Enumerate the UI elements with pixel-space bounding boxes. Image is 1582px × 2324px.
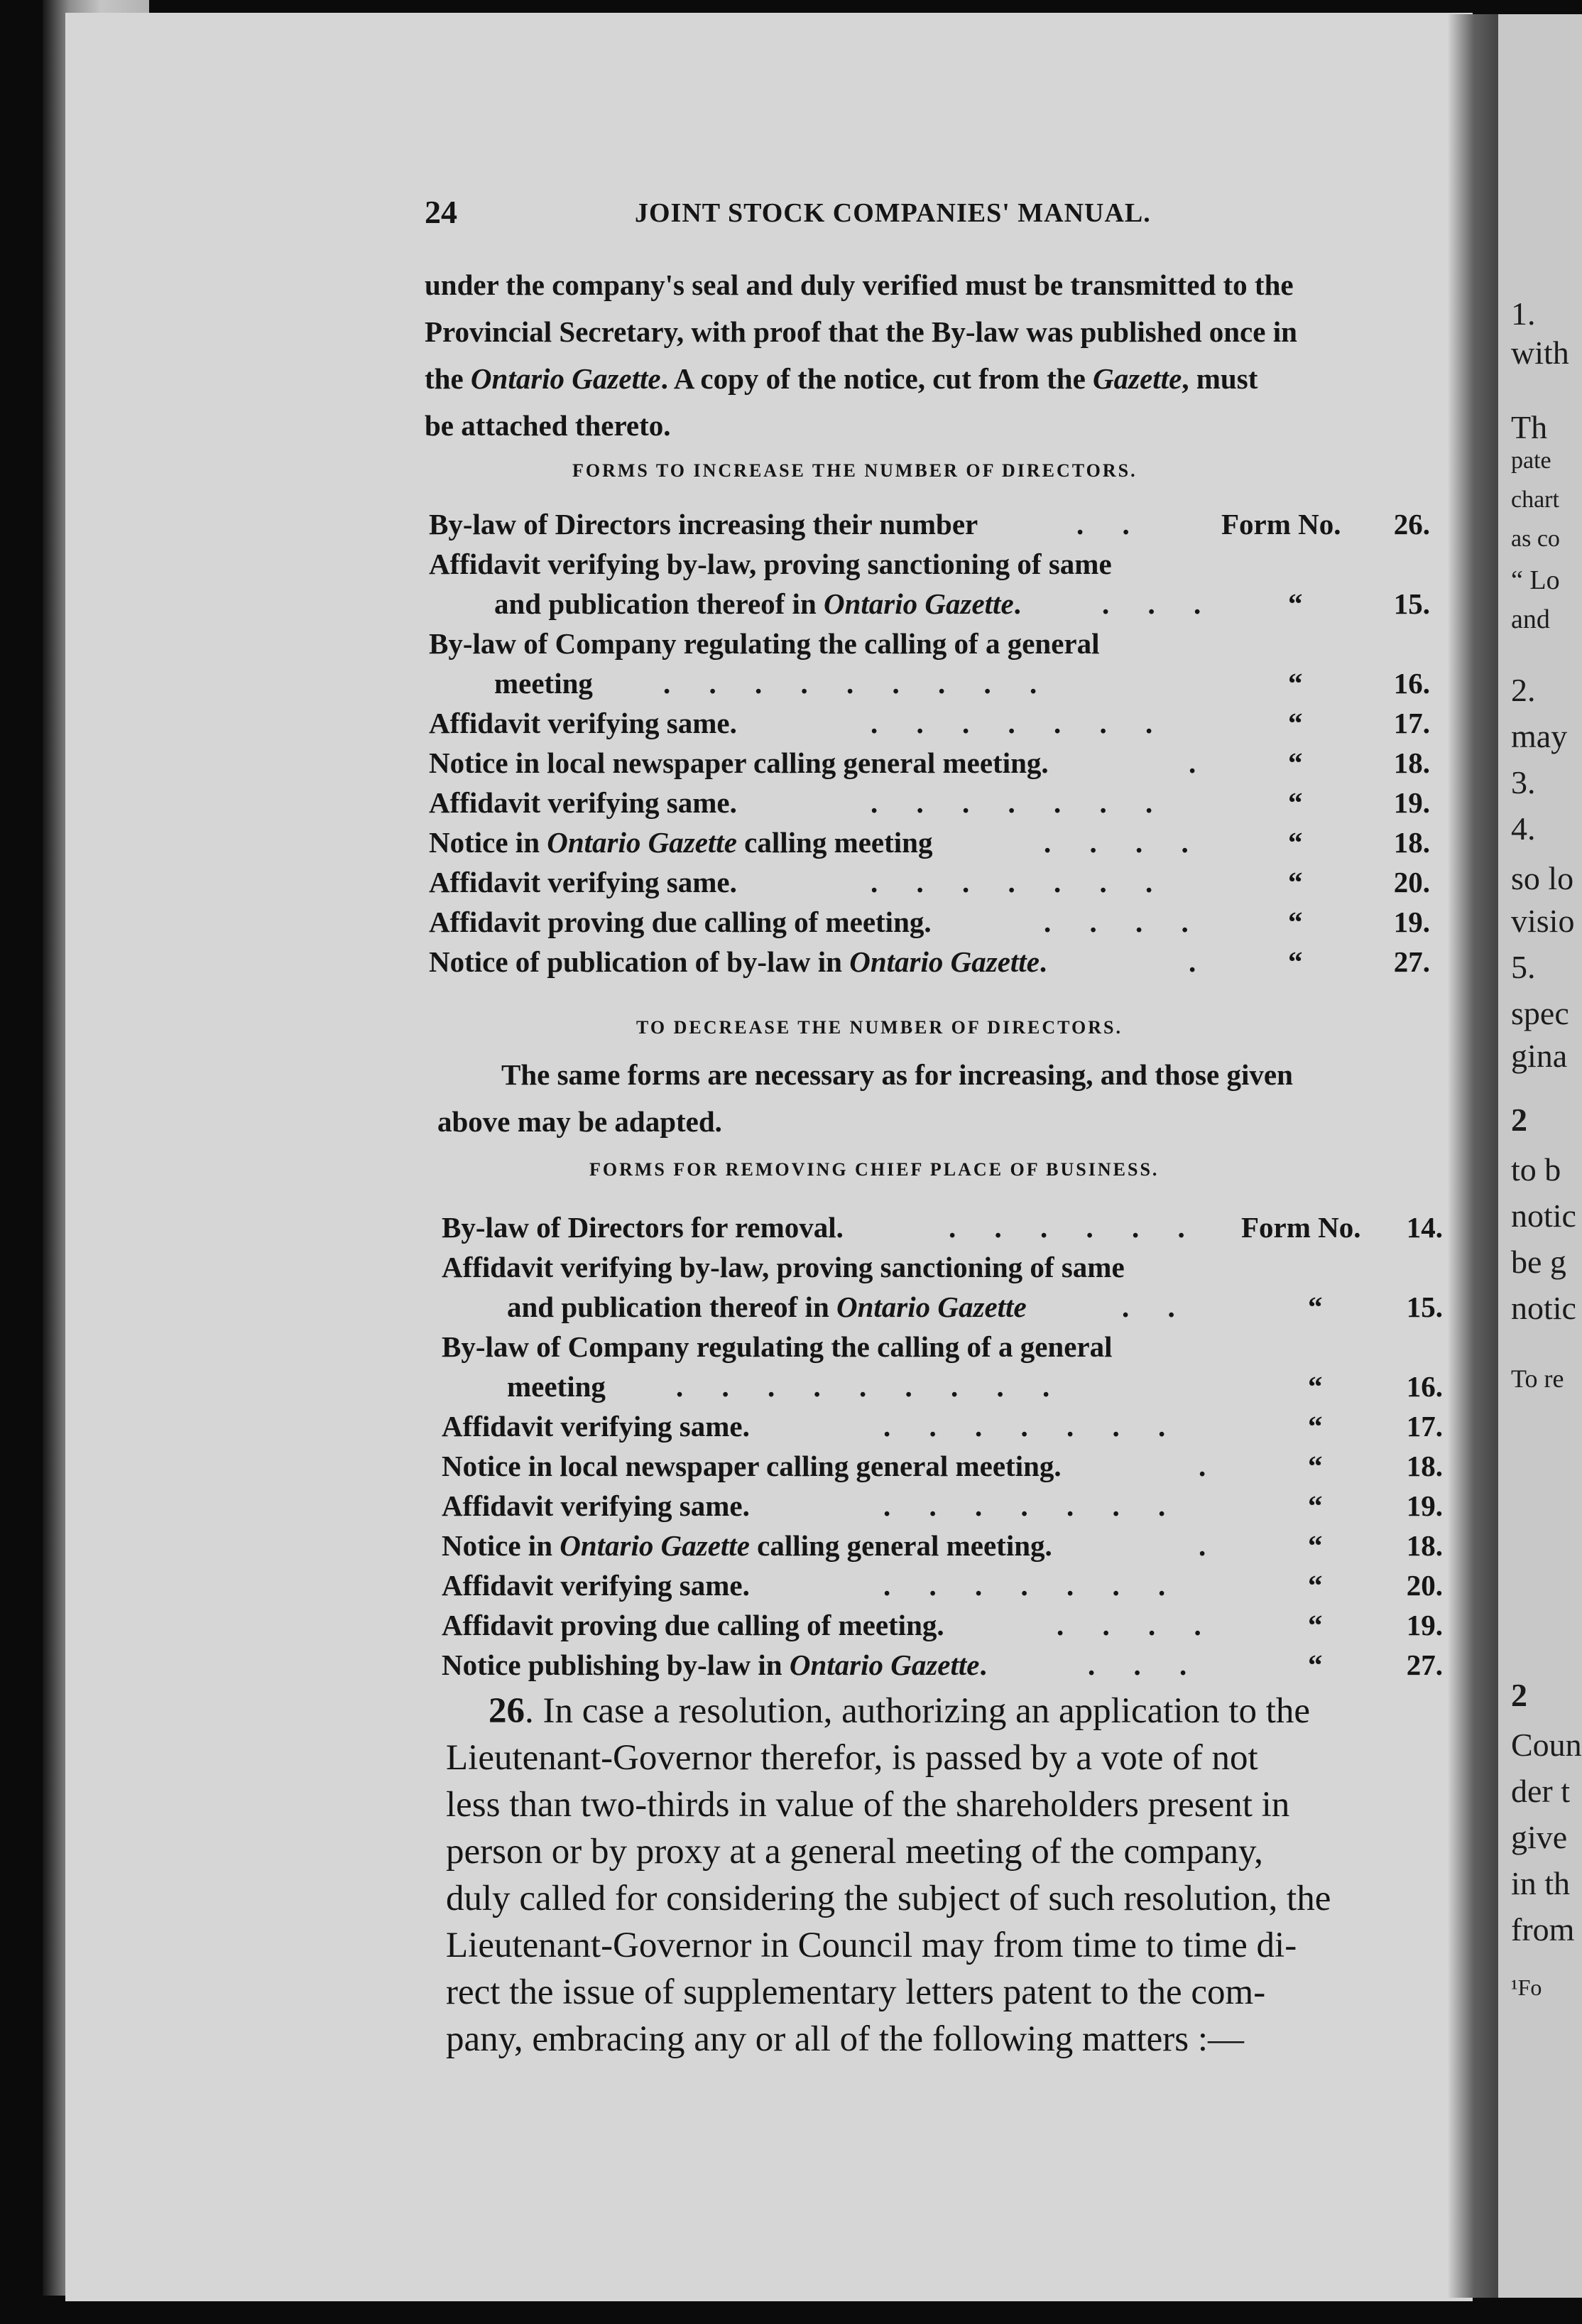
text-line: rect the issue of supplementary letters patent to the com- [446,1972,1266,2012]
leader-dots: . . . . . . . . . [676,1370,1066,1403]
section-26-paragraph [446,1688,1447,2063]
text-line: . In case a resolution, authorizing an application to the [525,1691,1311,1731]
form-entry-row [429,822,1430,862]
page-number: 24 [425,194,457,230]
forms-list-removing [442,1207,1443,1685]
form-entry-description: Affidavit verifying same. [429,786,737,819]
form-entry-row [429,703,1430,743]
form-entry-row [442,1287,1443,1327]
form-entry-row [429,504,1430,544]
form-label: “ [1288,746,1303,779]
form-entry-row [429,862,1430,902]
form-label: “ [1308,1569,1323,1602]
form-number: 27. [1406,1649,1443,1681]
section-number: 26 [489,1691,525,1731]
form-label: “ [1308,1649,1323,1681]
form-label: “ [1288,667,1303,700]
leader-dots: . . . . [1044,906,1204,938]
intro-paragraph [425,261,1419,449]
form-label: “ [1288,786,1303,819]
text-line: less than two-thirds in value of the shareholders present in [446,1785,1290,1825]
form-entry-description: Affidavit proving due calling of meeting. [429,906,932,938]
next-page-text: Coun [1511,1727,1582,1763]
section-heading-removing: FORMS FOR REMOVING CHIEF PLACE OF BUSINESS. [589,1159,1160,1180]
form-entry-row [442,1367,1443,1406]
next-page-text: may [1511,718,1568,754]
next-page-text: in th [1511,1865,1571,1901]
form-entry-description: Affidavit verifying same. [442,1489,750,1522]
leader-dots: . [1189,945,1212,978]
leader-dots: . . . [1102,587,1217,620]
next-page-text: notic [1511,1290,1576,1326]
form-entry-description: Affidavit verifying same. [442,1569,750,1602]
next-page-text: “ Lo [1511,565,1560,595]
next-page-fragment [1498,14,1582,2298]
next-page-text: gina [1511,1038,1568,1074]
form-number: 18. [1406,1529,1443,1562]
form-entry-row [442,1247,1436,1287]
form-number: 19. [1393,906,1430,938]
form-label: “ [1308,1609,1323,1641]
form-entry-row [442,1327,1436,1367]
leader-dots: . . . . . . . [871,786,1169,819]
page-title: JOINT STOCK COMPANIES' MANUAL. [635,198,1151,228]
section-heading-decrease: TO DECREASE THE NUMBER OF DIRECTORS. [636,1017,1123,1038]
next-page-text: be g [1511,1244,1566,1280]
form-label: “ [1288,587,1303,620]
form-entry-row [429,942,1430,982]
leader-dots: . [1189,746,1212,779]
form-label: “ [1308,1450,1323,1482]
text-line: pany, embracing any or all of the following matters :— [446,2019,1245,2059]
form-entry-row [442,1207,1443,1247]
leader-dots: . . . . . . [949,1211,1201,1244]
next-page-text: 5. [1511,949,1536,985]
next-page-text: visio [1511,903,1575,939]
next-page-text: and [1511,604,1550,634]
form-number: 26. [1393,508,1430,541]
decrease-paragraph [437,1051,1431,1145]
leader-dots: . . . . . . . [871,866,1169,898]
form-entry-description: Affidavit verifying same. [429,866,737,898]
form-entry-row [442,1486,1443,1526]
next-page-text: pate [1511,447,1551,474]
form-entry-description: Affidavit verifying by-law, proving sanctioning of same [442,1251,1125,1283]
leader-dots: . . . . [1044,826,1204,859]
form-entry-row [429,584,1430,624]
text-line: under the company's seal and duly verified must be transmitted to the [425,268,1294,301]
text-line: above may be adapted. [437,1105,722,1138]
form-label: “ [1288,707,1303,739]
form-entry-description: meeting [507,1370,606,1403]
next-page-text: Th [1511,409,1548,445]
book-gutter [1449,14,1505,2298]
text-line: duly called for considering the subject of such resolution, the [446,1879,1331,1918]
next-page-text: 1. [1511,295,1536,332]
next-page-text: spec [1511,995,1569,1031]
form-entry-description: Affidavit verifying same. [442,1410,750,1443]
form-label: “ [1288,945,1303,978]
next-page-text: to b [1511,1151,1561,1188]
form-entry-description: Notice of publication of by-law in Ontario Gazette. [429,945,1047,978]
text-line: be attached thereto. [425,409,671,442]
leader-dots: . [1199,1450,1222,1482]
form-number: 20. [1393,866,1430,898]
next-page-text: ¹Fo [1511,1975,1542,2000]
form-entry-description: Affidavit proving due calling of meeting. [442,1609,944,1641]
form-entry-description: By-law of Company regulating the calling of a general [429,627,1100,660]
next-page-text: 2 [1511,1677,1527,1713]
leader-dots: . . [1122,1291,1191,1323]
leader-dots: . . . [1088,1649,1203,1681]
leader-dots: . . . . [1057,1609,1217,1641]
text-line: Lieutenant-Governor therefor, is passed by a vote of not [446,1738,1258,1778]
form-number: 17. [1393,707,1430,739]
form-entry-row [442,1605,1443,1645]
form-entry-row [442,1406,1443,1446]
form-entry-description: Notice in local newspaper calling general meeting. [429,746,1049,779]
leader-dots: . . . . . . . [883,1569,1182,1602]
form-label: “ [1288,866,1303,898]
form-entry-description: meeting [494,667,593,700]
next-page-text: 4. [1511,810,1536,847]
form-label: “ [1288,826,1303,859]
next-page-text: from [1511,1911,1575,1948]
section-heading-increase: FORMS TO INCREASE THE NUMBER OF DIRECTORS. [572,460,1138,481]
form-entry-description: Notice in Ontario Gazette calling general meeting. [442,1529,1052,1562]
form-entry-row [429,624,1430,663]
form-entry-row [442,1565,1443,1605]
form-entry-row [442,1645,1443,1685]
next-page-text: 2 [1511,1102,1527,1138]
form-entry-description: By-law of Directors for removal. [442,1211,844,1244]
form-number: 27. [1393,945,1430,978]
text-line: Provincial Secretary, with proof that the By-law was published once in [425,315,1297,348]
next-page-text: notic [1511,1198,1576,1234]
form-number: 16. [1406,1370,1443,1403]
text-line: the Ontario Gazette. A copy of the notice, cut from the Gazette, must [425,362,1258,395]
form-entry-row [429,783,1430,822]
form-number: 19. [1406,1609,1443,1641]
text-line: The same forms are necessary as for increasing, and those given [501,1058,1293,1091]
next-page-text: chart [1511,487,1559,513]
form-number: 19. [1393,786,1430,819]
leader-dots: . . . . . . . [883,1489,1182,1522]
form-entry-description: Notice in local newspaper calling general meeting. [442,1450,1062,1482]
form-entry-row [442,1446,1443,1486]
form-entry-description: Affidavit verifying same. [429,707,737,739]
form-entry-row [429,544,1430,584]
form-number: 20. [1406,1569,1443,1602]
form-label: “ [1308,1370,1323,1403]
next-page-text: der t [1511,1773,1571,1809]
form-entry-row [429,902,1430,942]
next-page-text: as co [1511,526,1560,552]
form-number: 14. [1406,1211,1443,1244]
form-entry-description: and publication thereof in Ontario Gazette [507,1291,1027,1323]
leader-dots: . . [1076,508,1145,541]
form-entry-description: By-law of Directors increasing their number [429,508,978,541]
form-entry-row [429,743,1430,783]
form-label: “ [1288,906,1303,938]
form-number: 19. [1406,1489,1443,1522]
leader-dots: . . . . . . . [883,1410,1182,1443]
form-number: 18. [1393,746,1430,779]
next-page-text: 3. [1511,764,1536,800]
form-number: 16. [1393,667,1430,700]
form-entry-description: and publication thereof in Ontario Gazette. [494,587,1021,620]
next-page-text: To re [1511,1364,1564,1393]
form-label: “ [1308,1489,1323,1522]
form-number: 15. [1393,587,1430,620]
text-line: person or by proxy at a general meeting of the company, [446,1832,1263,1872]
leader-dots: . [1199,1529,1222,1562]
running-head [425,193,1213,236]
form-number: 18. [1406,1450,1443,1482]
form-label: Form No. [1221,508,1341,541]
forms-list-increase [429,504,1430,982]
form-entry-description: Affidavit verifying by-law, proving sanctioning of same [429,548,1112,580]
next-page-text: give [1511,1819,1568,1855]
form-number: 17. [1406,1410,1443,1443]
leader-dots: . . . . . . . [871,707,1169,739]
form-entry-description: Notice publishing by-law in Ontario Gazette. [442,1649,987,1681]
next-page-text: 2. [1511,672,1536,708]
form-number: 15. [1406,1291,1443,1323]
form-label: “ [1308,1291,1323,1323]
next-page-text: so lo [1511,860,1574,896]
form-label: “ [1308,1529,1323,1562]
form-entry-description: By-law of Company regulating the calling of a general [442,1330,1113,1363]
leader-dots: . . . . . . . . . [663,667,1053,700]
form-label: “ [1308,1410,1323,1443]
next-page-text: with [1511,335,1569,371]
text-line: Lieutenant-Governor in Council may from time to time di- [446,1926,1297,1965]
form-entry-row [442,1526,1443,1565]
form-entry-description: Notice in Ontario Gazette calling meeting [429,826,933,859]
form-number: 18. [1393,826,1430,859]
form-entry-row [429,663,1430,703]
form-label: Form No. [1241,1211,1361,1244]
